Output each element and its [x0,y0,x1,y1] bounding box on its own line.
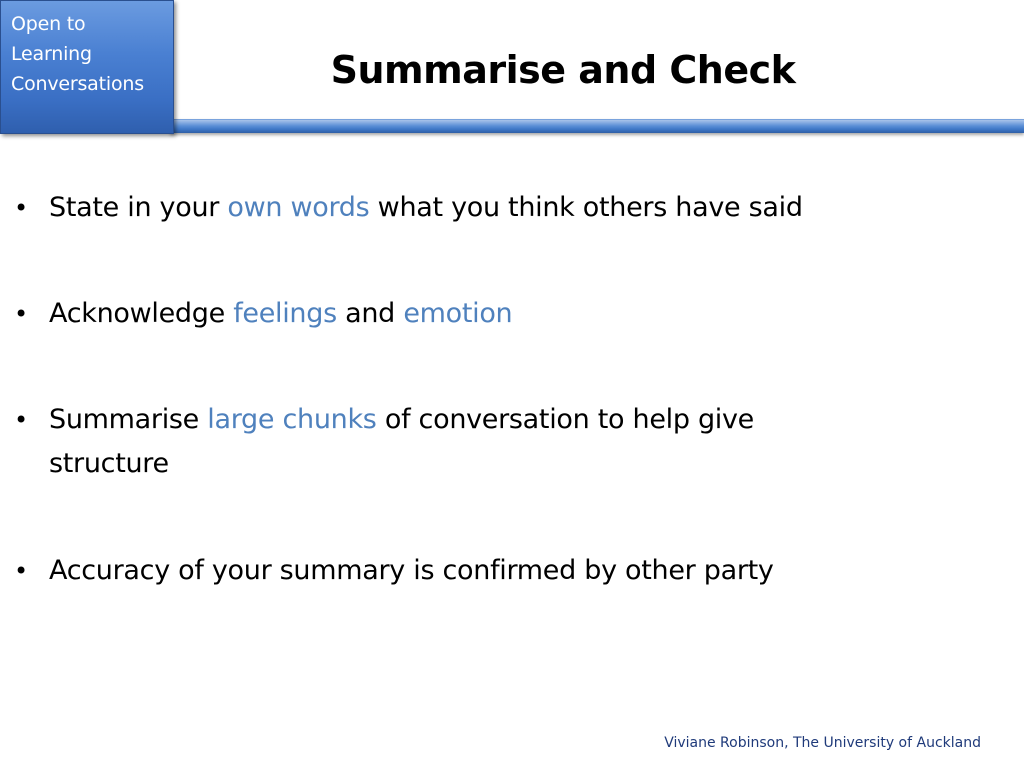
bullet-glyph: • [14,300,28,328]
logo-line-2: Learning [11,43,92,65]
bullet-text: Accuracy of your summary is confirmed by other party [49,555,774,586]
slide-title: Summarise and Check [330,48,796,92]
bullet-highlight: own words [227,192,370,223]
bullet-glyph: • [14,194,28,222]
bullet-text [49,292,914,336]
bullet-item-own-words [14,186,914,230]
bullet-glyph: • [14,406,28,434]
bullet-highlight: feelings [233,298,337,329]
bullet-text-middle: and [336,298,404,329]
bullet-text-after: of conversation to help give structure [49,404,754,479]
bullet-glyph: • [14,557,28,585]
bullet-text [49,186,914,230]
header-bar [170,119,1024,133]
bullet-highlight: large chunks [207,404,377,435]
bullet-text [49,398,869,486]
bullet-text-before: Summarise [49,404,208,435]
logo-box [0,0,174,134]
bullet-text-before: Acknowledge [49,298,234,329]
bullet-item-large-chunks [14,398,914,486]
bullet-text-before: State in your [49,192,228,223]
bullet-highlight-2: emotion [403,298,513,329]
bullet-text-after: what you think others have said [369,192,803,223]
bullet-item-feelings [14,292,914,336]
logo-line-1: Open to [11,13,86,35]
logo-line-3: Conversations [11,73,144,95]
bullet-item-accuracy [14,549,914,593]
footer-credit: Viviane Robinson, The University of Auckland [664,735,981,751]
